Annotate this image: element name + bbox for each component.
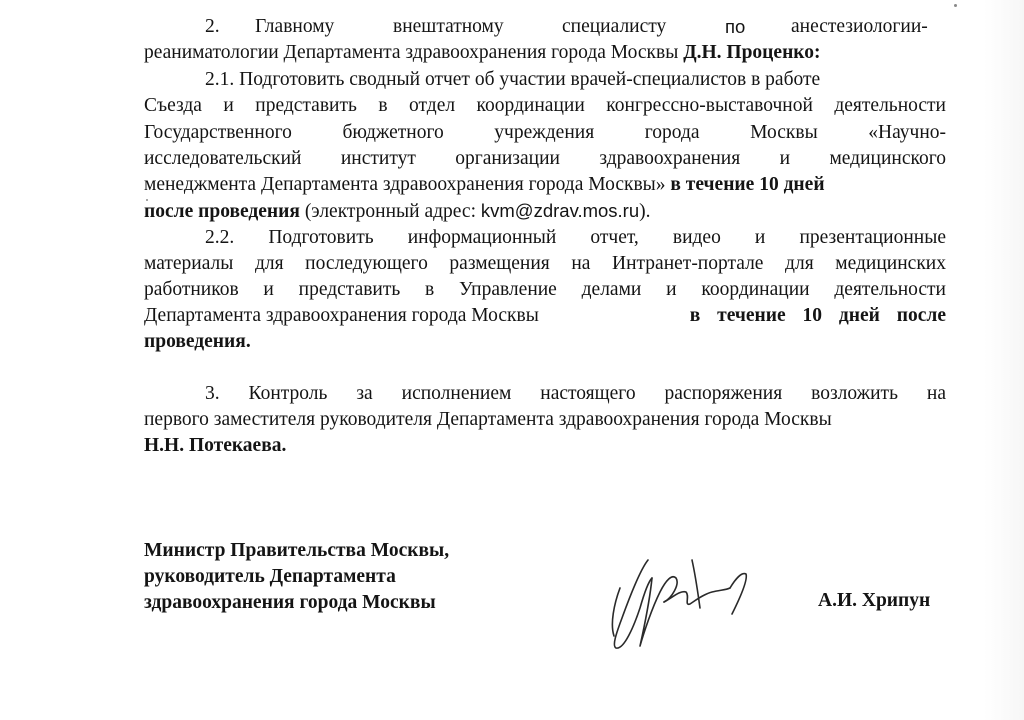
item3-person: Н.Н. Потекаева.	[144, 435, 287, 456]
item21-line4: исследовательский институт организации здравоохранения и медицинского	[144, 148, 946, 169]
scan-speck	[954, 4, 957, 7]
item21-line5	[144, 172, 825, 198]
item2-assignee: Д.Н. Проценко:	[683, 42, 821, 63]
item22-line5	[144, 329, 251, 355]
signer-title-line2	[144, 564, 396, 590]
item22-deadline-cont: проведения.	[144, 331, 251, 352]
item2-word2: внештатному	[393, 16, 504, 37]
signer-title-1: Министр Правительства Москвы,	[144, 540, 450, 561]
item21-email: kvm@zdrav.mos.ru	[480, 200, 640, 221]
item21-email-suffix: ).	[639, 201, 651, 222]
item21-line2: Съезда и представить в отдел координации конгрессно-выставочной деятельности	[144, 95, 946, 116]
item21-line3: Государственного бюджетного учреждения города Москвы «Научно-	[144, 122, 946, 143]
signer-title-line1	[144, 538, 449, 564]
item3-line3	[144, 433, 286, 459]
item3-line2: первого заместителя руководителя Департамента здравоохранения города Москвы	[144, 409, 832, 430]
item22-line3: работников и представить в Управление делами и координации деятельности	[144, 279, 946, 300]
item2-number: 2.	[205, 16, 220, 37]
signer-title-2: руководитель Департамента	[144, 566, 396, 587]
item21-email-prefix: (электронный адрес:	[299, 201, 481, 222]
item22-deadline: в течение 10 дней после	[689, 305, 946, 326]
item2-line2	[144, 40, 821, 66]
item2-word1: Главному	[255, 16, 335, 37]
item22-line4-text: Департамента здравоохранения города Москвы	[144, 305, 539, 326]
item22-line2: материалы для последующего размещения на Интранет-портале для медицинских	[144, 253, 946, 274]
handwritten-signature	[600, 548, 770, 658]
item2-word3: специалисту	[562, 16, 667, 37]
item2-line2-text: реаниматологии Департамента здравоохранения города Москвы	[144, 42, 684, 63]
item22-line1: 2.2. Подготовить информационный отчет, видео и презентационные	[205, 227, 946, 248]
signer-name-text: А.И. Хрипун	[818, 590, 931, 611]
item21-line1: 2.1. Подготовить сводный отчет об участии врачей-специалистов в работе	[205, 69, 821, 90]
item21-deadline: в течение 10 дней	[670, 174, 825, 195]
scan-speck	[146, 199, 148, 201]
item21-line5-text: менеджмента Департамента здравоохранения города Москвы»	[144, 174, 671, 195]
item21-line6	[144, 198, 651, 225]
item2-word5: анестезиологии-	[791, 16, 928, 37]
item21-deadline-cont: после проведения	[144, 201, 300, 222]
signer-name	[818, 588, 930, 614]
scan-edge-shading	[984, 0, 1024, 720]
item3-line1: 3. Контроль за исполнением настоящего распоряжения возложить на	[205, 383, 946, 404]
item2-word4: по	[725, 16, 746, 37]
signer-title-line3	[144, 590, 436, 616]
signer-title-3: здравоохранения города Москвы	[144, 592, 436, 613]
